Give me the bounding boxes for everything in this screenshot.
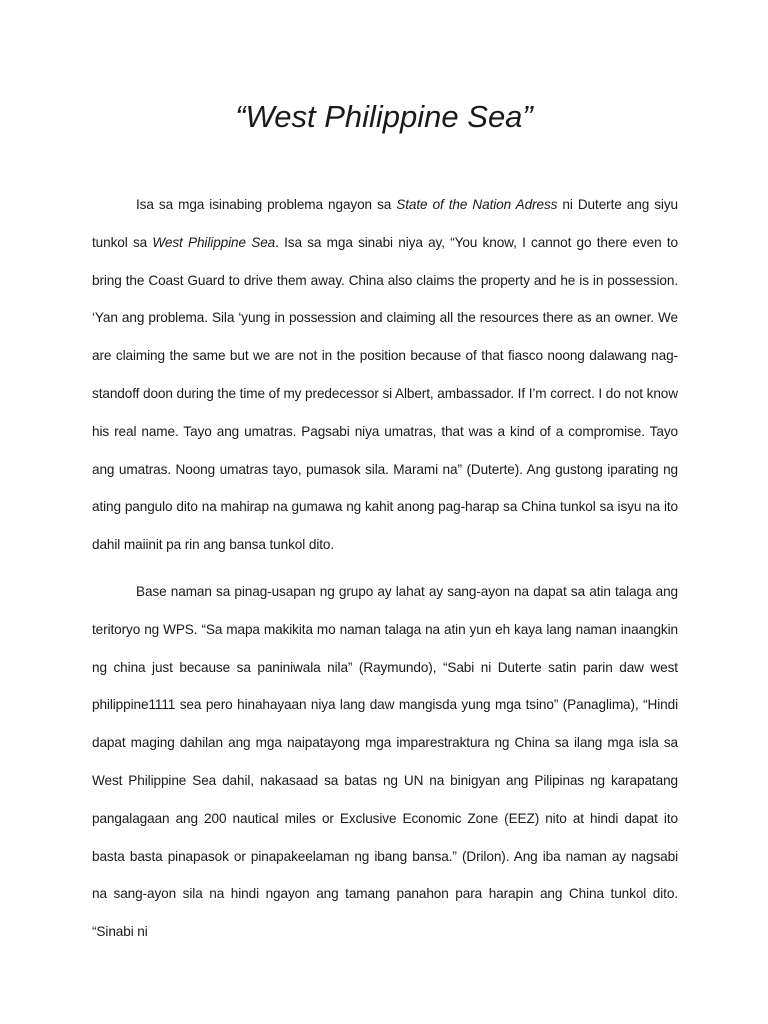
document-body — [92, 186, 678, 951]
paragraph-1-italic-2: West Philippine Sea — [152, 234, 276, 250]
document-title: “West Philippine Sea” — [235, 99, 533, 134]
paragraph-2: Base naman sa pinag-usapan ng grupo ay lahat ay sang-ayon na dapat sa atin talaga ang teritoryo ng WPS. “Sa mapa makikita mo naman talaga na atin yun eh kaya lang naman inaangkin ng china just because sa paniniwala nila” (Raymundo), “Sabi ni Duterte satin parin daw west philippine1111 sea pero hinahayaan niya lang daw mangisda yung mga tsino” (Panaglima), “Hindi dapat maging dahilan ang mga naipatayong mga imparestraktura ng China sa ilang mga isla sa West Philippine Sea dahil, nakasaad sa batas ng UN na binigyan ang Pilipinas ng karapatang pangalagaan ang 200 nautical miles or Exclusive Economic Zone (EEZ) nito at hindi dapat ito basta basta pinapasok or pinapakeelaman ng ibang bansa.” (Drilon). Ang iba naman ay nagsabi na sang-ayon sila na hindi ngayon ang tamang panahon para harapin ang China tunkol dito. “Sinabi ni — [92, 583, 678, 940]
paragraph-1-text-3: . Isa sa mga sinabi niya ay, “You know, I cannot go there even to bring the Coast Guard to drive them away. China also claims the property and he is in possession. ‘Yan ang problema. Sila ‘yung in possession and claiming all the resources there as an owner. We are claiming the same but we are not in the position because of that fiasco noong dalawang nag-standoff doon during the time of my predecessor si Albert, ambassador. If I’m correct. I do not know his real name. Tayo ang umatras. Pagsabi niya umatras, that was a kind of a compromise. Tayo ang umatras. Noong umatras tayo, pumasok sila. Marami na” (Duterte). Ang gustong iparating ng ating pangulo dito na mahirap na gumawa ng kahit anong pag-harap sa China tunkol sa isyu na ito dahil maiinit pa rin ang bansa tunkol dito. — [92, 234, 678, 553]
paragraph-1 — [92, 186, 678, 564]
paragraph-1-text-1: Isa sa mga isinabing problema ngayon sa — [136, 197, 397, 212]
paragraph-1-text-2: ni Duterte ang siyu tunkol sa — [92, 197, 678, 250]
paragraph-1-italic-1: State of the Nation Adress — [396, 197, 558, 212]
